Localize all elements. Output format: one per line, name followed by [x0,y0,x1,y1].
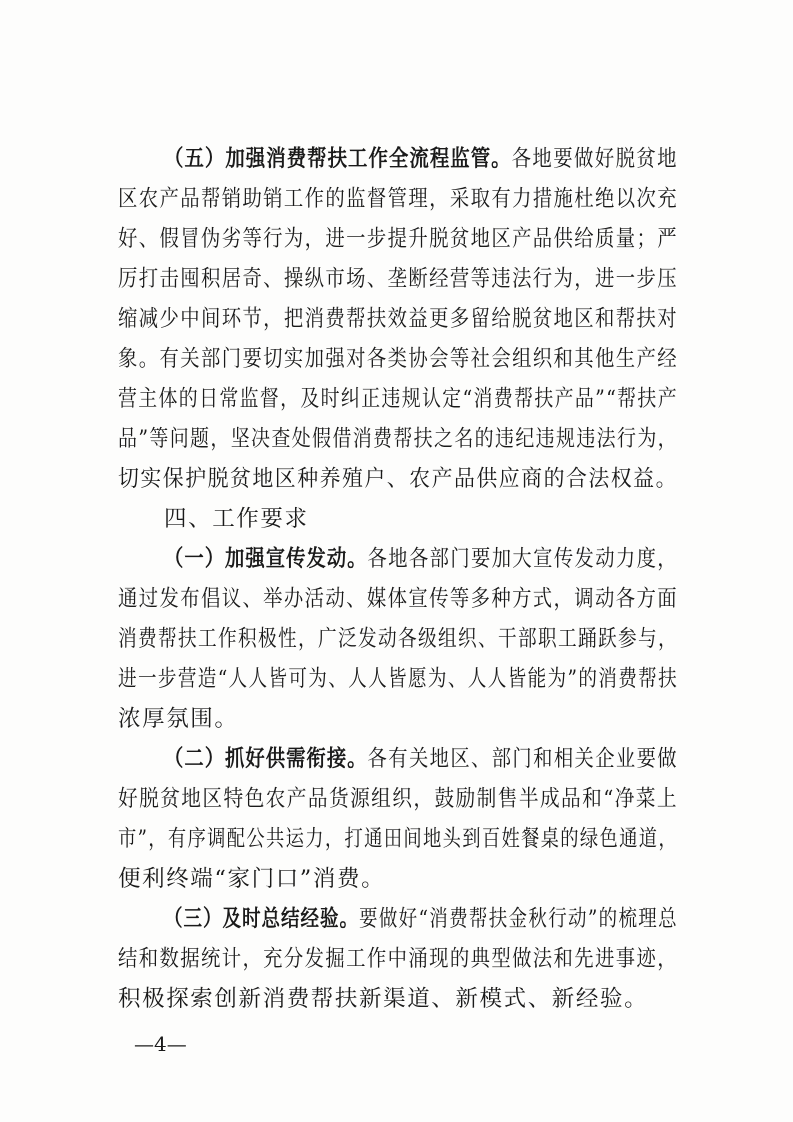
paragraph-line: 积极探索创新消费帮扶新渠道、新模式、新经验。 [118,986,649,1012]
paragraph-line: 消费帮扶工作积极性，广泛发动各级组织、干部职工踊跃参与， [118,626,679,652]
paragraph-first-line [164,744,678,774]
paragraph-text: 各有关地区、部门和相关企业要做 [367,746,679,772]
paragraph-line: 便利终端“家门口”消费。 [118,866,386,892]
paragraph-line: 厉打击囤积居奇、操纵市场、垄断经营等违法行为，进一步压 [118,266,678,292]
paragraph-line: 浓厚氛围。 [118,706,239,732]
paragraph-line: 通过发布倡议、举办活动、媒体宣传等多种方式，调动各方面 [118,586,678,612]
section-heading: 四、工作要求 [164,506,309,532]
paragraph-line: 品”等问题，坚决查处假借消费帮扶之名的违纪违规违法行为， [118,426,678,452]
paragraph-line: 切实保护脱贫地区种养殖户、农产品供应商的合法权益。 [118,466,678,492]
paragraph-line: 结和数据统计，充分发掘工作中涌现的典型做法和先进事迹， [118,946,678,972]
paragraph-text: 各地各部门要加大宣传发动力度， [367,546,679,572]
item-title: （二）抓好供需衔接。 [164,746,368,772]
item-title: （一）加强宣传发动。 [164,546,368,572]
paragraph-text: 各地要做好脱贫地 [511,146,678,172]
paragraph-line: 营主体的日常监督，及时纠正违规认定“消费帮扶产品”“帮扶产 [118,386,678,412]
paragraph-line: 好脱贫地区特色农产品货源组织，鼓励制售半成品和“净菜上 [118,786,679,812]
paragraph-first-line [164,904,678,934]
paragraph-line: 进一步营造“人人皆可为、人人皆愿为、人人皆能为”的消费帮扶 [118,666,679,692]
section-title: （五）加强消费帮扶工作全流程监管。 [164,146,512,172]
paragraph-first-line [164,144,678,174]
paragraph-line: 市”，有序调配公共运力，打通田间地头到百姓餐桌的绿色通道， [118,826,679,852]
paragraph-line: 缩减少中间环节，把消费帮扶效益更多留给脱贫地区和帮扶对 [118,306,678,332]
item-title: （三）及时总结经验。 [164,906,359,932]
page-number: —4— [134,1032,187,1056]
paragraph-line: 区农产品帮销助销工作的监督管理，采取有力措施杜绝以次充 [118,186,678,212]
paragraph-text: 要做好“消费帮扶金秋行动”的梳理总 [358,906,678,932]
paragraph-line: 好、假冒伪劣等行为，进一步提升脱贫地区产品供给质量；严 [118,226,678,252]
paragraph-first-line [164,544,678,574]
paragraph-line: 象。有关部门要切实加强对各类协会等社会组织和其他生产经 [118,346,678,372]
